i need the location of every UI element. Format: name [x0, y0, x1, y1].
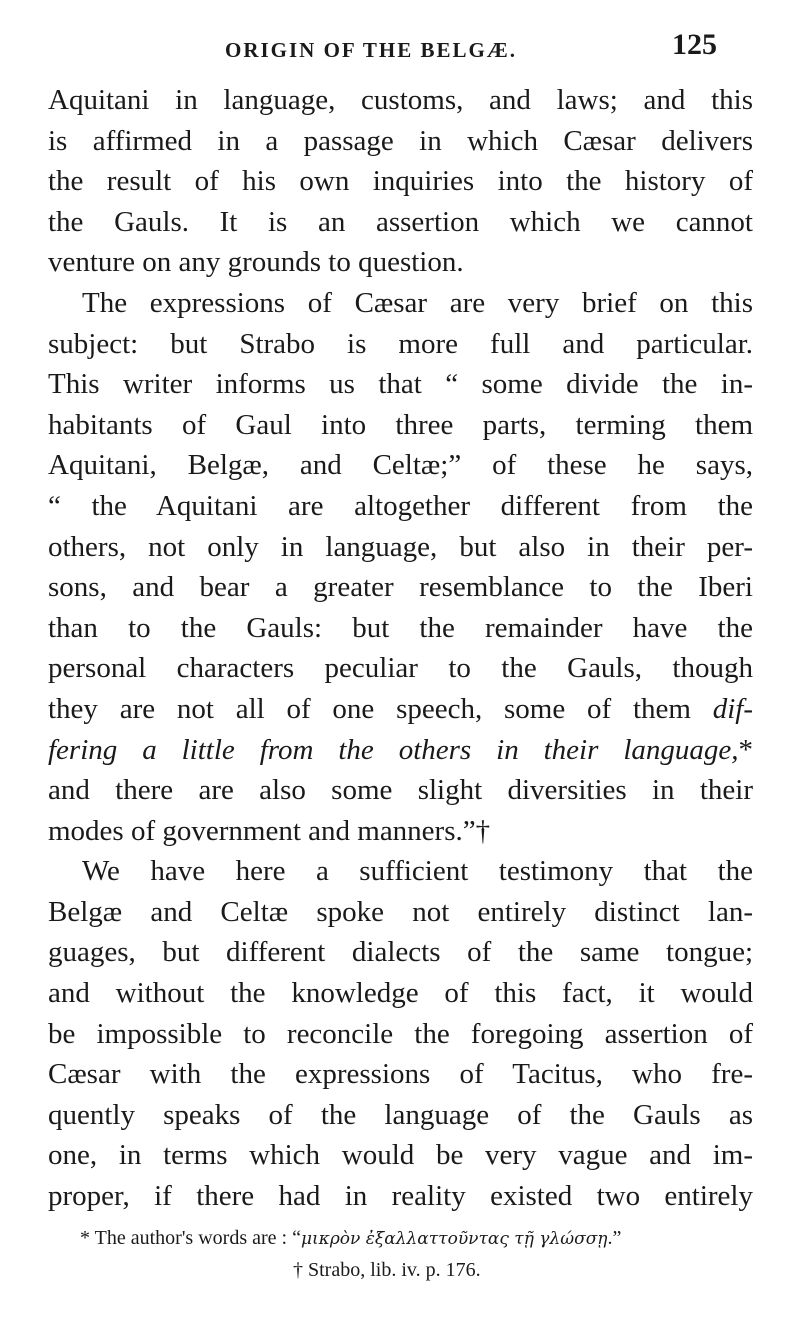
text-line: one, in terms which would be very vague and im-: [48, 1139, 753, 1172]
footnote-1-greek: μικρὸν ἐξαλλαττοῦντας τῇ γλώσσῃ: [300, 1229, 608, 1249]
text-line: Aquitani in language, customs, and laws; and this: [48, 84, 753, 116]
text-line: [48, 730, 753, 771]
text-line: the Gauls. It is an assertion which we cannot: [48, 205, 753, 238]
footnote-1-end: .”: [607, 1227, 622, 1249]
text-line: Belgæ and Celtæ spoke not entirely distinct lan-: [48, 895, 753, 928]
text-line: subject: but Strabo is more full and particular.: [48, 327, 753, 360]
text-line: be impossible to reconcile the foregoing assertion of: [48, 1017, 753, 1050]
text-line: quently speaks of the language of the Gauls as: [48, 1098, 753, 1131]
page-number: 125: [672, 28, 717, 61]
text-line: The expressions of Cæsar are very brief on this: [82, 286, 753, 319]
text-line: sons, and bear a greater resemblance to the Iberi: [48, 571, 753, 604]
footnote-1-text: * The author's words are : “: [80, 1227, 301, 1249]
text-line: modes of government and manners.”†: [48, 814, 491, 847]
text-segment: they are not all of one speech, some of them: [48, 692, 691, 725]
footnote-marker: *: [738, 733, 753, 766]
text-line: and there are also some slight diversities in their: [48, 774, 753, 807]
text-line: the result of his own inquiries into the history of: [48, 165, 753, 198]
running-head: ORIGIN OF THE BELGÆ.: [225, 38, 518, 62]
body-text: [48, 80, 753, 1217]
text-line: venture on any grounds to question.: [48, 246, 464, 279]
text-line: proper, if there had in reality existed two entirely: [48, 1180, 753, 1213]
text-line: guages, but different dialects of the same tongue;: [48, 936, 753, 969]
text-line: Cæsar with the expressions of Tacitus, who fre-: [48, 1058, 753, 1091]
italic-segment: dif-: [712, 692, 753, 725]
text-line: This writer informs us that “ some divide the in-: [48, 368, 753, 401]
text-line: Aquitani, Belgæ, and Celtæ;” of these he says,: [48, 449, 753, 482]
footnotes: [48, 1222, 753, 1286]
italic-segment: fering a little from the others in their language,: [48, 733, 739, 766]
text-line: is affirmed in a passage in which Cæsar delivers: [48, 124, 753, 157]
text-line: We have here a sufficient testimony that the: [82, 855, 753, 888]
text-line: [48, 689, 753, 730]
text-line: and without the knowledge of this fact, it would: [48, 977, 753, 1010]
footnote-1: [80, 1222, 753, 1254]
text-line: than to the Gauls: but the remainder have the: [48, 611, 753, 644]
footnote-2: † Strabo, lib. iv. p. 176.: [293, 1259, 481, 1281]
text-line: habitants of Gaul into three parts, terming them: [48, 408, 753, 441]
text-line: others, not only in language, but also in their per-: [48, 530, 753, 563]
text-line: “ the Aquitani are altogether different from the: [48, 489, 753, 522]
text-line: personal characters peculiar to the Gauls, though: [48, 652, 753, 685]
